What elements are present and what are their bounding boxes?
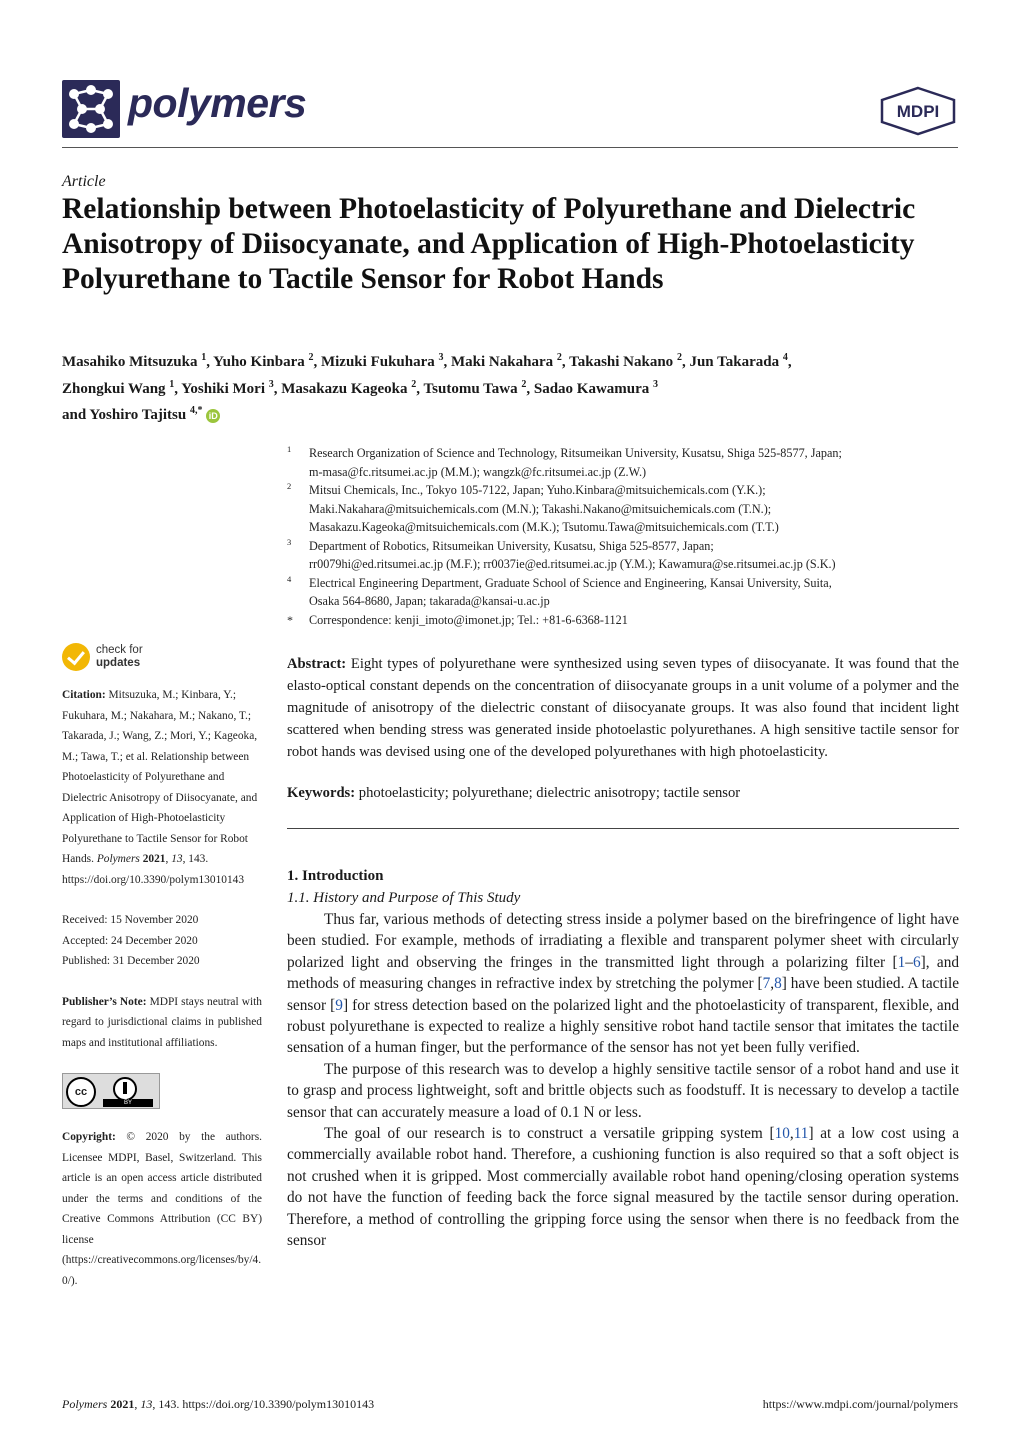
check-for-updates-badge[interactable] [62, 643, 162, 675]
reference-link-6[interactable]: 6 [912, 953, 921, 971]
mdpi-logo-text: MDPI [896, 102, 940, 121]
abstract-label: Abstract: [287, 656, 347, 672]
affiliation-line: Department of Robotics, Ritsumeikan University, Kusatsu, Shiga 525-8577, Japan; [309, 538, 714, 553]
citation-block: Citation: Mitsuzuka, M.; Kinbara, Y.; Fukuhara, M.; Nakahara, M.; Nakano, T.; Takarada, J.; Wang, Z.; Mori, Y.; Kageoka, M.; Tawa, T.; et al. Relationship between Photoelasticity of Polyurethane and Dielectric Anisotropy of Diisocyanate, and Application of High-Photoelasticity Polyurethane to Tactile Sensor for Robot Hands. Polymers 2021, 13, 143. https://doi.org/10.3390/polym13010143 [62, 689, 258, 886]
check-icon [62, 643, 90, 671]
correspondence-text: Correspondence: kenji_imoto@imonet.jp; Tel.: +81-6-6368-1121 [309, 612, 628, 627]
abstract-text: Eight types of polyurethane were synthesized using seven types of diisocyanate. It was found that the elasto-optical constant depends on the concentration of diisocyanate groups in a unit volume of a polymer and the magnitude of anisotropy of the dielectric constant of diisocyanate groups. It was also found that incident light scattered when bending stress was generated inside photoelastic polyurethanes. A high sensitive tactile sensor for robot hands was devised using one of the developed polyurethanes with high photoelasticity. [287, 656, 960, 760]
p3-text-b: ] at a low cost using a commercially available robot hand. Therefore, a cushioning function is also required so that a soft object is not crushed when it is gripped. Most commercially available robot hand opening/closing operation systems do not have the function of feeding back the force signal measured by the tactile sensor during operation. Therefore, a method of controlling the gripping force using the sensor when there is no feedback from the sensor [287, 1125, 959, 1250]
author-name: Masakazu Kageoka [281, 380, 412, 397]
affiliation-line: Research Organization of Science and Technology, Ritsumeikan University, Kusatsu, Shiga 525-8577, Japan; [309, 446, 842, 460]
correspondence-mark: * [287, 612, 293, 627]
footer-doi[interactable]: , 143. https://doi.org/10.3390/polym13010143 [152, 1397, 375, 1411]
author-affiliation-number: 2 [521, 378, 527, 390]
affiliation-number: 2 [287, 481, 292, 491]
affiliation-line: m-masa@fc.ritsumei.ac.jp (M.M.); wangzk@fc.ritsumei.ac.jp (Z.W.) [309, 464, 647, 479]
publisher-note-text: MDPI stays neutral with regard to jurisdictional claims in published maps and institutional affiliations. [62, 995, 262, 1049]
copyright-text: © 2020 by the authors. Licensee MDPI, Basel, Switzerland. This article is an open access article distributed under the terms and conditions of the Creative Commons Attribution (CC BY) license (https://creativecommons.org/licenses/by/4.0/). [62, 1131, 262, 1287]
author-name: Mizuki Fukuhara [320, 354, 439, 370]
copyright-label: Copyright: [62, 1131, 116, 1143]
article-type: Article [62, 173, 106, 190]
reference-link-11[interactable]: 11 [793, 1125, 809, 1143]
article-title: Relationship between Photoelasticity of Polyurethane and Dielectric Anisotropy of Diisocyanate, and Application of High-Photoelasticity Polyurethane to Tactile Sensor for Robot Hands [62, 193, 916, 295]
author-affiliation-number: 2 [411, 378, 417, 390]
publisher-note [62, 992, 262, 1054]
affiliation-line: Osaka 564-8680, Japan; takarada@kansai-u.ac.jp [309, 594, 550, 608]
keywords [287, 782, 959, 804]
dates-block [62, 910, 262, 972]
author-affiliation-number: 3 [653, 378, 659, 390]
keywords-label: Keywords: [287, 785, 356, 801]
cc-by-license-badge[interactable] [62, 1073, 160, 1109]
citation-year: 2021 [142, 853, 166, 865]
copyright-block [62, 1127, 262, 1291]
article-sidebar [62, 685, 262, 1311]
abstract [287, 653, 959, 763]
affiliation-line: Masakazu.Kageoka@mitsuichemicals.com (M.K.); Tsutomu.Tawa@mitsuichemicals.com (T.T.) [309, 520, 779, 534]
author-affiliation-number: 3 [438, 352, 444, 363]
affiliation-item [287, 537, 967, 574]
p1-text-a: Thus far, various methods of detecting stress inside a polymer based on the birefringence of light have been studied. For example, methods of irradiating a flexible and transparent polymer sheet with circularly polarized light and observing the fringes in the transmitted light through a polarizing filter [ [287, 911, 959, 971]
reference-link-1[interactable]: 1 [897, 953, 906, 971]
correspondence [287, 611, 967, 630]
author-affiliation-number: 3 [268, 378, 274, 390]
accepted-date: Accepted: 24 December 2020 [62, 934, 198, 947]
check-updates-line-2: updates [96, 657, 141, 669]
author-name: and Yoshiro Tajitsu [62, 407, 190, 423]
affiliation-number: 4 [287, 573, 292, 584]
footer-citation: Polymers 2021, 13, 143. https://doi.org/10.3390/polym13010143 [62, 1397, 375, 1411]
received-date: Received: 15 November 2020 [62, 914, 199, 926]
affiliation-number: 3 [287, 536, 292, 547]
p3-text-a: The goal of our research is to construct a versatile gripping system [ [324, 1125, 775, 1143]
polymers-logo-icon [62, 80, 120, 138]
keywords-text: photoelasticity; polyurethane; dielectric anisotropy; tactile sensor [358, 785, 741, 801]
publisher-note-label: Publisher’s Note: [62, 995, 147, 1008]
check-updates-line-1: check for [96, 644, 143, 656]
author-affiliation-number: 4 [782, 352, 788, 363]
author-name: Masahiko Mitsuzuka [62, 354, 202, 370]
citation-text: Mitsuzuka, M.; Kinbara, Y.; Fukuhara, M.; Nakahara, M.; Nakano, T.; Takarada, J.; Wang, Z.; Mori, Y.; Kageoka, M.; Tawa, T.; et al. Relationship between Photoelasticity of Polyurethane and Dielectric Anisotropy of Diisocyanate, and Application of High-Photoelasticity Polyurethane to Tactile Sensor for Robot Hands. [62, 689, 258, 865]
reference-link-7[interactable]: 7 [762, 975, 771, 993]
affiliation-line: Mitsui Chemicals, Inc., Tokyo 105-7122, Japan; Yuho.Kinbara@mitsuichemicals.com (Y.K.); [309, 483, 766, 497]
section-heading-introduction: 1. Introduction [287, 868, 384, 884]
subsection-heading-history: 1.1. History and Purpose of This Study [287, 890, 521, 906]
author-name: Maki Nakahara [451, 354, 557, 370]
author-affiliation-number: 2 [676, 352, 682, 363]
author-name: Jun Takarada [689, 354, 783, 370]
reference-link-10[interactable]: 10 [774, 1125, 790, 1143]
affiliation-line: Electrical Engineering Department, Graduate School of Science and Engineering, Kansai University, Suita, [309, 575, 832, 590]
footer-journal-url[interactable]: https://www.mdpi.com/journal/polymers [762, 1397, 958, 1411]
orcid-icon[interactable]: iD [206, 409, 220, 423]
citation-journal: Polymers [96, 853, 140, 865]
p1-text-c: ] have been studied. A tactile sensor [ [287, 975, 959, 1014]
affiliation-item [287, 444, 967, 481]
affiliations [287, 444, 967, 629]
author-name: Zhongkui Wang [62, 380, 170, 397]
intro-paragraph-3: The goal of our research is to construct a versatile gripping system [10,11] at a low cost using a commercially available robot hand. Therefore, a cushioning function is also required so that a soft object is not crushed when it is gripped. Most commercially available robot hand opening/closing operation systems do not have the function of feeding back the force signal measured by the tactile sensor during operation. Therefore, a method of controlling the gripping force using the sensor when there is no feedback from the sensor [287, 1125, 959, 1250]
cc-icon: cc [66, 1077, 96, 1107]
affiliation-number: 1 [287, 444, 292, 454]
author-name: Yuho Kinbara [213, 354, 309, 370]
affiliation-item [287, 574, 967, 611]
p1-text-b: ], and methods of measuring changes in refractive index by stretching the polymer [ [287, 953, 959, 993]
reference-link-8[interactable]: 8 [774, 975, 782, 993]
author-affiliation-number: 2 [308, 352, 314, 363]
intro-paragraph-2: The purpose of this research was to develop a highly sensitive tactile sensor of a robot hand and use it to grasp and process lightweight, soft and brittle objects such as foodstuff. It is necessary to develop a tactile sensor that can accurately measure a load of 0.1 N or less. [287, 1060, 959, 1121]
author-name: Takashi Nakano [569, 354, 677, 370]
cc-by-label: BY [103, 1099, 153, 1107]
intro-paragraph-1: Thus far, various methods of detecting stress inside a polymer based on the birefringence of light have been studied. For example, methods of irradiating a flexible and transparent polymer sheet with circularly polarized light and observing the fringes in the transmitted light through a polarizing filter [1–6], and methods of measuring changes in refractive index by stretching the polymer [7,8] have been studied. A tactile sensor [9] for stress detection based on the polarized light and the photoelasticity of transparent, flexible, and robust polyurethane is expected to realize a highly sensitive robot hand tactile sensor that imitates the tactile sensation of a human finger, but the performance of the sensor has not yet been fully verified. [287, 911, 959, 1057]
affiliation-item [287, 481, 967, 537]
author-list: Masahiko Mitsuzuka $^1$, Yuho Kinbara $^2$, Mizuki Fukuhara $^3$, Maki Nakahara $^2$, Takashi Nakano $^2$, Jun Takarada $^4$, Zhongkui Wang $^1$, Yoshiki Mori $^3$, Masakazu Kageoka $^2$, Tsutomu Tawa $^2$, Sadao Kawamura $^3$ and Yoshiro Tajitsu $^{4,*}$ iD [62, 352, 792, 423]
author-affiliation-number: 4,* [189, 405, 203, 416]
footer-journal: Polymers [62, 1397, 108, 1411]
affiliation-line: rr0079hi@ed.ritsumei.ac.jp (M.F.); rr0037ie@ed.ritsumei.ac.jp (Y.M.); Kawamura@se.ritsumei.ac.jp (S.K.) [309, 557, 836, 571]
journal-name: polymers [128, 80, 307, 126]
author-name: Sadao Kawamura [533, 380, 654, 397]
author-name: Yoshiki Mori [181, 380, 269, 397]
author-affiliation-number: 1 [169, 378, 175, 390]
footer-volume: 13 [140, 1397, 153, 1411]
citation-doi[interactable]: , 143. https://doi.org/10.3390/polym13010143 [62, 853, 245, 886]
citation-label: Citation: [62, 689, 106, 701]
author-affiliation-number: 2 [556, 352, 562, 363]
main-column [287, 653, 959, 1252]
mdpi-logo [878, 86, 958, 136]
p1-text-d: ] for stress detection based on the polarized light and the photoelasticity of transparent, flexible, and robust polyurethane is expected to realize a highly sensitive robot hand tactile sensor that imitates the tactile sensation of a human finger, but the performance of the sensor has not yet been fully verified. [287, 996, 959, 1057]
affiliation-line: Maki.Nakahara@mitsuichemicals.com (M.N.); Takashi.Nakano@mitsuichemicals.com (T.N.); [309, 501, 772, 516]
author-name: Tsutomu Tawa [423, 380, 522, 397]
section-divider [287, 828, 959, 829]
reference-link-9[interactable]: 9 [335, 996, 343, 1014]
published-date: Published: 31 December 2020 [62, 955, 200, 967]
header-divider [62, 147, 958, 148]
footer-year: 2021 [110, 1397, 135, 1411]
citation-volume: 13 [171, 853, 183, 865]
author-affiliation-number: 1 [201, 352, 207, 363]
attribution-person-icon [113, 1077, 137, 1101]
